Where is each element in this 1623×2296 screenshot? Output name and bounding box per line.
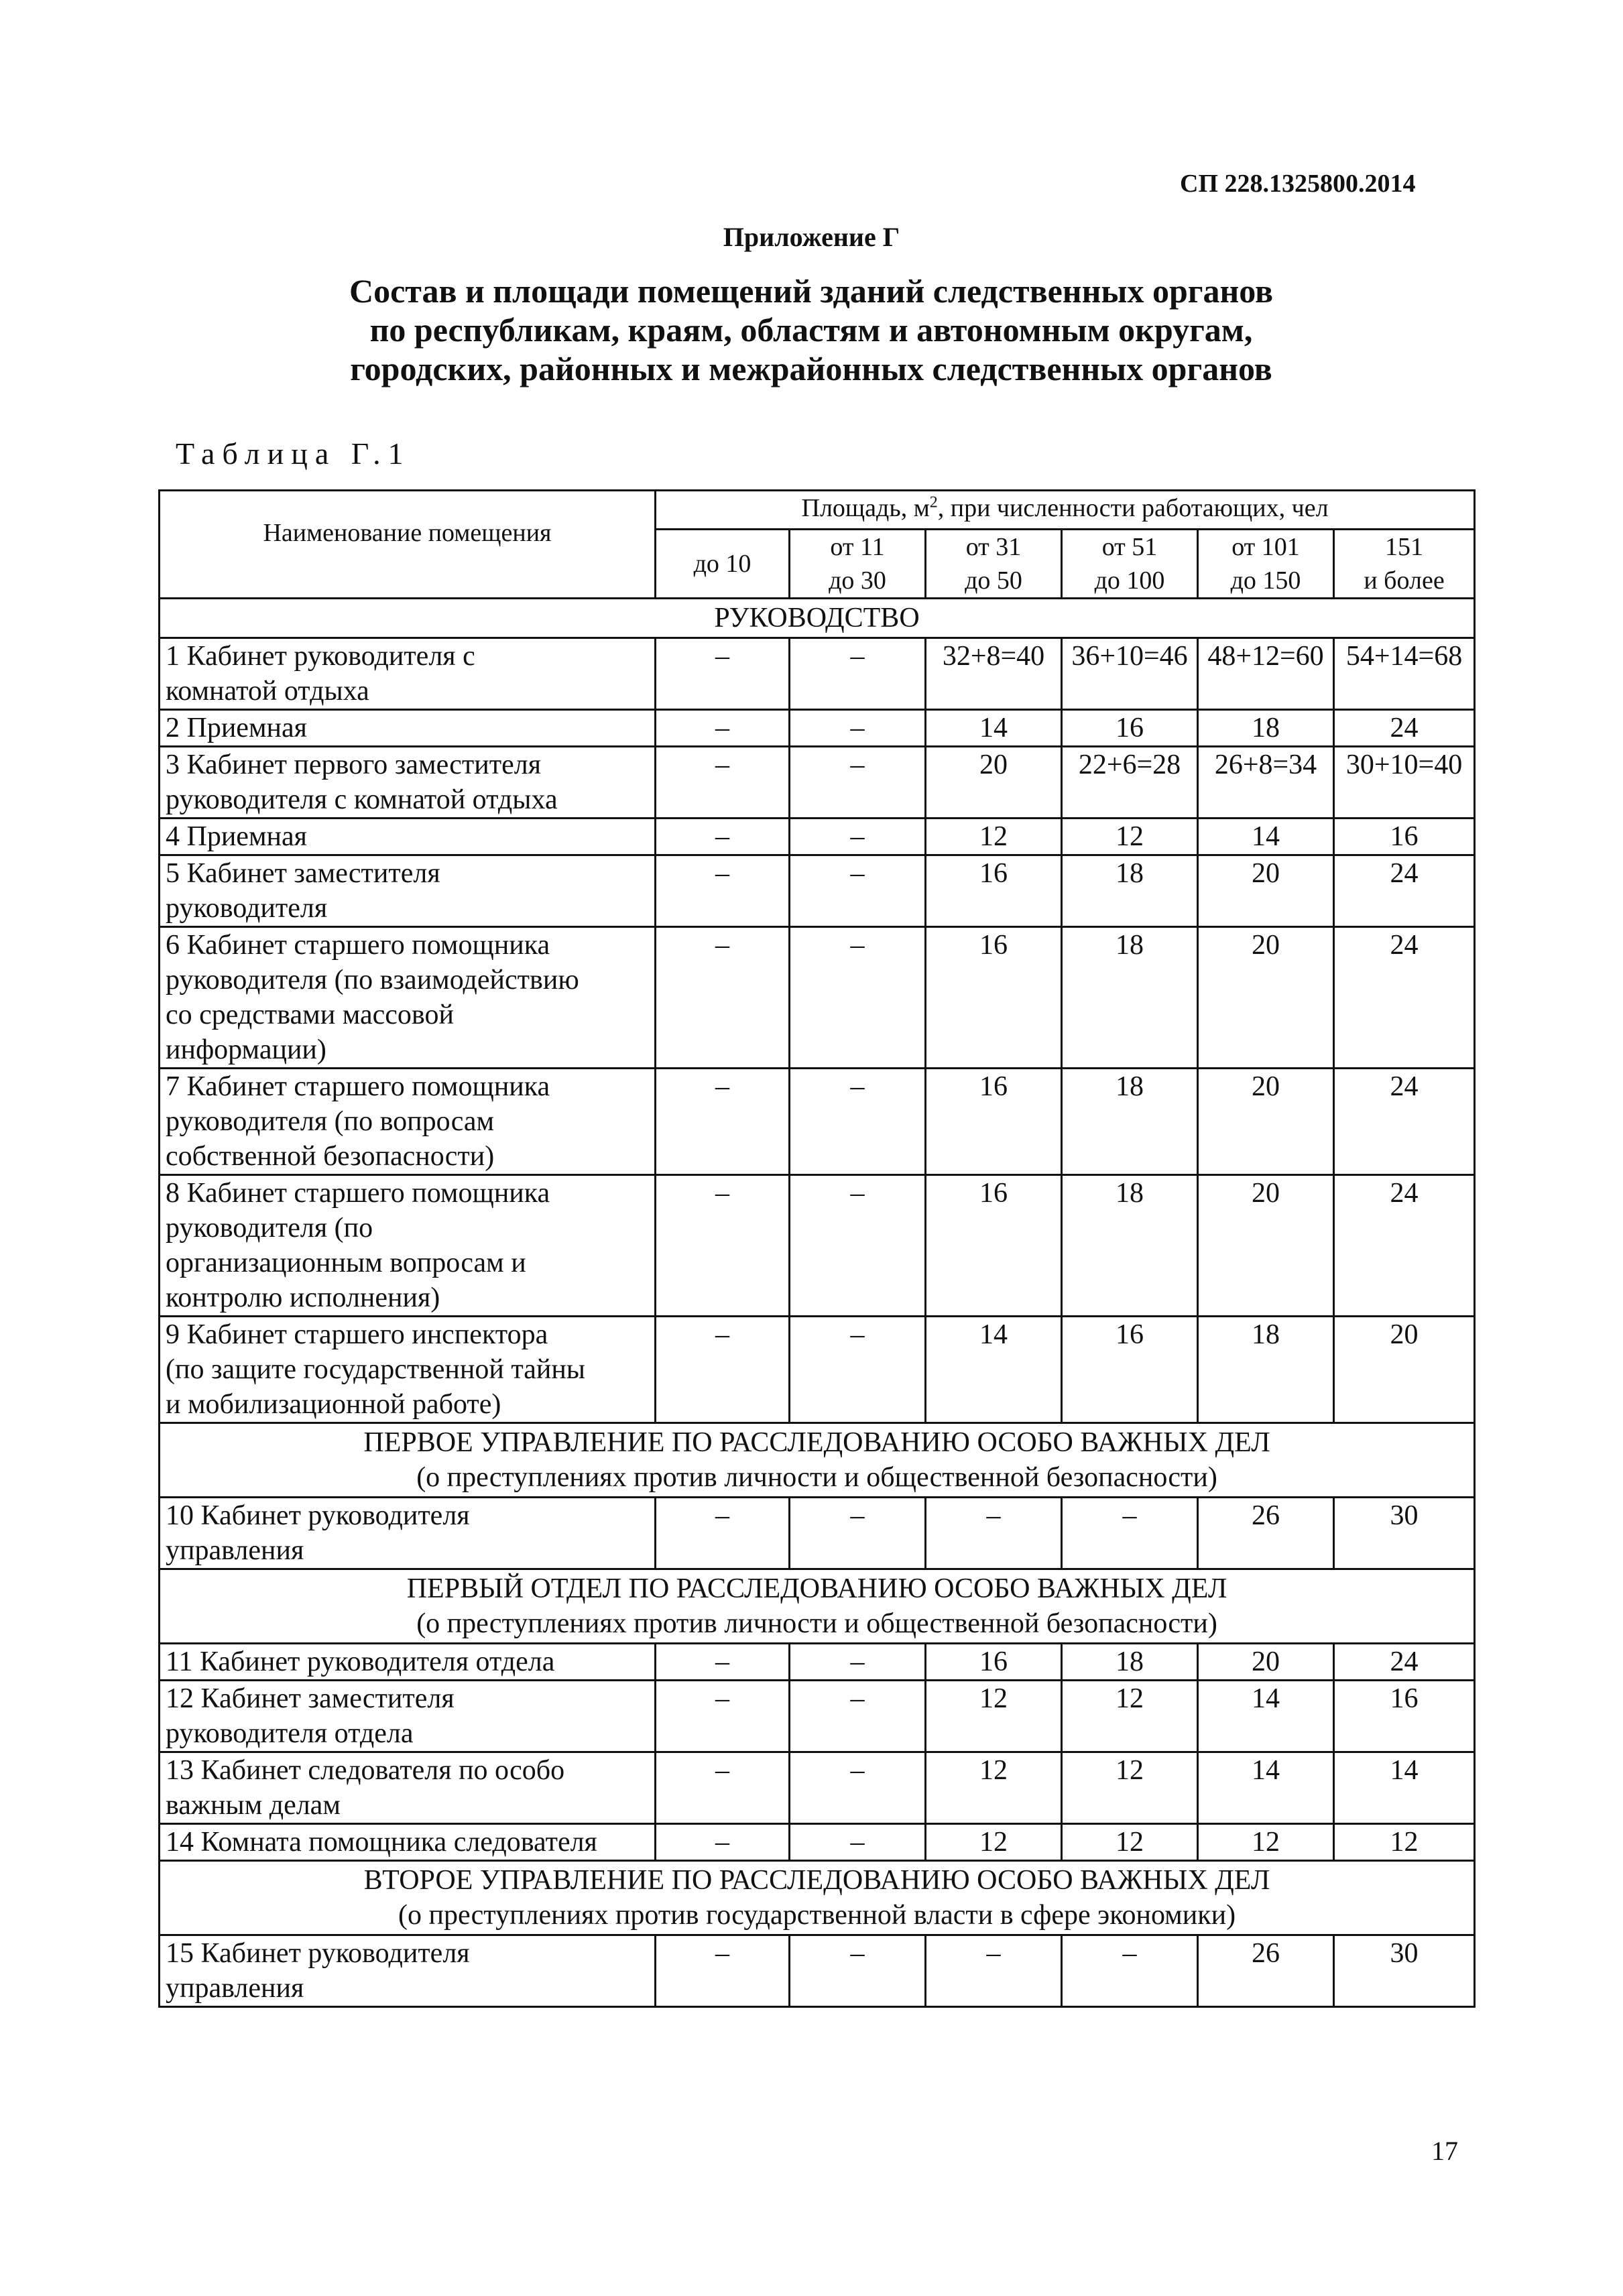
header-col-5: от 101 до 150	[1198, 530, 1334, 599]
room-name-cell	[160, 1935, 656, 2007]
area-value-cell: –	[656, 855, 790, 927]
room-name-cell	[160, 927, 656, 1069]
room-name-line: 11 Кабинет руководителя отдела	[166, 1646, 555, 1677]
area-value-cell: 24	[1334, 1175, 1475, 1317]
area-value-cell: –	[656, 1175, 790, 1317]
table-row	[160, 819, 1475, 855]
table-row	[160, 1752, 1475, 1824]
rooms-area-table	[158, 489, 1476, 2008]
area-value-cell: 16	[926, 1175, 1062, 1317]
room-name-line: 10 Кабинет руководителя	[166, 1500, 470, 1531]
area-value-cell: –	[656, 1935, 790, 2007]
area-value-cell: –	[790, 1498, 926, 1569]
area-value-cell: –	[656, 1752, 790, 1824]
room-name-line: 13 Кабинет следователя по особо	[166, 1755, 565, 1786]
area-value-cell: 30+10=40	[1334, 747, 1475, 819]
area-value-cell: –	[656, 927, 790, 1069]
room-name-cell	[160, 638, 656, 710]
section-heading	[160, 1861, 1475, 1935]
area-value-cell: 14	[926, 1317, 1062, 1423]
room-name-line: 7 Кабинет старшего помощника	[166, 1071, 550, 1102]
room-name-line: 9 Кабинет старшего инспектора	[166, 1319, 548, 1350]
document-number: СП 228.1325800.2014	[1180, 170, 1416, 198]
area-value-cell: 18	[1062, 855, 1198, 927]
area-value-cell: –	[926, 1935, 1062, 2007]
area-value-cell: 12	[926, 1752, 1062, 1824]
area-value-cell: –	[790, 710, 926, 747]
area-value-cell: 12	[1062, 1752, 1198, 1824]
area-value-cell: 54+14=68	[1334, 638, 1475, 710]
area-value-cell: 14	[1334, 1752, 1475, 1824]
area-value-cell: 20	[926, 747, 1062, 819]
area-value-cell: 26	[1198, 1935, 1334, 2007]
area-value-cell: 16	[926, 1069, 1062, 1175]
room-name-cell	[160, 855, 656, 927]
room-name-line: со средствами массовой	[166, 1000, 454, 1030]
room-name-line: организационным вопросам и	[166, 1248, 526, 1278]
area-value-cell: 18	[1062, 927, 1198, 1069]
area-value-cell: 12	[926, 1824, 1062, 1861]
area-value-cell: 48+12=60	[1198, 638, 1334, 710]
area-value-cell: 24	[1334, 855, 1475, 927]
table-row	[160, 1069, 1475, 1175]
section-heading-line: (о преступлениях против личности и общественной безопасности)	[416, 1608, 1217, 1639]
room-name-line: 15 Кабинет руководителя	[166, 1938, 470, 1969]
table-row	[160, 1175, 1475, 1317]
area-value-cell: –	[790, 1935, 926, 2007]
section-heading-line: РУКОВОДСТВО	[714, 603, 920, 633]
area-value-cell: 24	[1334, 1069, 1475, 1175]
area-value-cell: 26	[1198, 1498, 1334, 1569]
section-heading	[160, 1423, 1475, 1498]
room-name-cell	[160, 747, 656, 819]
area-value-cell: 24	[1334, 927, 1475, 1069]
section-row	[160, 1861, 1475, 1935]
area-value-cell: 24	[1334, 1644, 1475, 1681]
area-value-cell: 12	[1062, 819, 1198, 855]
header-area: Площадь, $м^2$, при численности работающих, чел	[656, 491, 1475, 530]
room-name-line: руководителя с комнатой отдыха	[166, 784, 558, 815]
table-row	[160, 1317, 1475, 1423]
section-heading	[160, 1569, 1475, 1644]
section-heading-line: ПЕРВЫЙ ОТДЕЛ ПО РАССЛЕДОВАНИЮ ОСОБО ВАЖНЫХ ДЕЛ	[406, 1573, 1227, 1604]
room-name-line: 3 Кабинет первого заместителя	[166, 749, 542, 780]
room-name-line: собственной безопасности)	[166, 1141, 495, 1172]
area-value-cell: 16	[926, 1644, 1062, 1681]
room-name-line: и мобилизационной работе)	[166, 1389, 501, 1420]
table-label: Таблица Г.1	[176, 436, 411, 471]
area-value-cell: –	[790, 1317, 926, 1423]
table-row	[160, 1824, 1475, 1861]
area-value-cell: 18	[1062, 1644, 1198, 1681]
appendix-heading: Приложение Г	[723, 222, 900, 252]
header-col-2: от 11 до 30	[790, 530, 926, 599]
area-value-cell: 22+6=28	[1062, 747, 1198, 819]
area-value-cell: 12	[926, 819, 1062, 855]
header-room-name: Наименование помещения	[160, 491, 656, 599]
area-value-cell: –	[790, 1824, 926, 1861]
section-heading-line: ПЕРВОЕ УПРАВЛЕНИЕ ПО РАССЛЕДОВАНИЮ ОСОБО ВАЖНЫХ ДЕЛ	[363, 1427, 1270, 1458]
room-name-line: 8 Кабинет старшего помощника	[166, 1178, 550, 1209]
room-name-line: руководителя	[166, 893, 328, 924]
area-value-cell: 30	[1334, 1935, 1475, 2007]
area-value-cell: 30	[1334, 1498, 1475, 1569]
area-value-cell: –	[656, 1644, 790, 1681]
area-value-cell: –	[926, 1498, 1062, 1569]
area-value-cell: 12	[926, 1681, 1062, 1752]
room-name-line: важным делам	[166, 1790, 341, 1821]
area-value-cell: 26+8=34	[1198, 747, 1334, 819]
area-value-cell: 16	[1334, 1681, 1475, 1752]
table-row	[160, 1681, 1475, 1752]
area-value-cell: 20	[1334, 1317, 1475, 1423]
area-value-cell: 20	[1198, 1069, 1334, 1175]
room-name-cell	[160, 1681, 656, 1752]
area-value-cell: –	[790, 1069, 926, 1175]
area-value-cell: –	[1062, 1498, 1198, 1569]
area-value-cell: 18	[1198, 710, 1334, 747]
area-value-cell: 16	[926, 855, 1062, 927]
room-name-line: комнатой отдыха	[166, 676, 369, 707]
section-heading-line: (о преступлениях против личности и общественной безопасности)	[416, 1462, 1217, 1493]
area-value-cell: 18	[1062, 1069, 1198, 1175]
room-name-line: 4 Приемная	[166, 821, 307, 852]
area-value-cell: 16	[1062, 710, 1198, 747]
area-value-cell: 14	[1198, 819, 1334, 855]
room-name-cell	[160, 1644, 656, 1681]
table-row	[160, 1498, 1475, 1569]
area-value-cell: 24	[1334, 710, 1475, 747]
room-name-line: руководителя (по	[166, 1213, 373, 1244]
area-value-cell: –	[656, 1317, 790, 1423]
room-name-line: 2 Приемная	[166, 713, 307, 743]
room-name-line: 14 Комната помощника следователя	[166, 1827, 597, 1858]
room-name-line: информации)	[166, 1034, 326, 1065]
table-row	[160, 1935, 1475, 2007]
room-name-line: руководителя (по взаимодействию	[166, 965, 579, 995]
area-value-cell: 16	[1334, 819, 1475, 855]
room-name-line: 1 Кабинет руководителя с	[166, 641, 475, 672]
area-value-cell: –	[656, 1069, 790, 1175]
room-name-line: 12 Кабинет заместителя	[166, 1683, 455, 1714]
table-row	[160, 855, 1475, 927]
room-name-line: управления	[166, 1973, 304, 2004]
area-value-cell: –	[1062, 1935, 1198, 2007]
area-value-cell: 12	[1334, 1824, 1475, 1861]
room-name-cell	[160, 710, 656, 747]
table-row	[160, 710, 1475, 747]
header-col-3: от 31 до 50	[926, 530, 1062, 599]
area-value-cell: –	[790, 927, 926, 1069]
title-line: по республикам, краям, областям и автономным округам,	[369, 311, 1253, 349]
area-value-cell: –	[790, 638, 926, 710]
area-value-cell: 16	[1062, 1317, 1198, 1423]
document-title	[201, 271, 1421, 388]
room-name-cell	[160, 1752, 656, 1824]
room-name-line: управления	[166, 1535, 304, 1566]
area-value-cell: 12	[1062, 1824, 1198, 1861]
area-value-cell: 20	[1198, 1644, 1334, 1681]
section-row	[160, 599, 1475, 638]
area-value-cell: –	[790, 819, 926, 855]
title-line: Состав и площади помещений зданий следственных органов	[349, 272, 1274, 310]
area-value-cell: 16	[926, 927, 1062, 1069]
area-value-cell: –	[656, 1824, 790, 1861]
room-name-line: (по защите государственной тайны	[166, 1354, 586, 1385]
area-value-cell: –	[656, 1681, 790, 1752]
area-value-cell: 20	[1198, 855, 1334, 927]
table-row	[160, 747, 1475, 819]
area-value-cell: 14	[1198, 1752, 1334, 1824]
area-value-cell: 20	[1198, 1175, 1334, 1317]
area-value-cell: –	[656, 638, 790, 710]
section-row	[160, 1569, 1475, 1644]
title-line: городских, районных и межрайонных следственных органов	[350, 350, 1272, 387]
area-value-cell: –	[790, 855, 926, 927]
table-row	[160, 638, 1475, 710]
area-value-cell: 18	[1198, 1317, 1334, 1423]
table-row	[160, 927, 1475, 1069]
room-name-cell	[160, 819, 656, 855]
section-row	[160, 1423, 1475, 1498]
area-value-cell: –	[656, 819, 790, 855]
area-value-cell: –	[790, 1175, 926, 1317]
area-value-cell: –	[790, 1752, 926, 1824]
area-value-cell: –	[790, 747, 926, 819]
section-heading-line: ВТОРОЕ УПРАВЛЕНИЕ ПО РАССЛЕДОВАНИЮ ОСОБО ВАЖНЫХ ДЕЛ	[363, 1865, 1270, 1896]
area-value-cell: –	[656, 747, 790, 819]
area-value-cell: 20	[1198, 927, 1334, 1069]
room-name-line: 6 Кабинет старшего помощника	[166, 930, 550, 961]
header-col-6: 151 и более	[1334, 530, 1475, 599]
room-name-cell	[160, 1069, 656, 1175]
area-value-cell: 36+10=46	[1062, 638, 1198, 710]
section-heading	[160, 599, 1475, 638]
area-value-cell: 12	[1198, 1824, 1334, 1861]
room-name-cell	[160, 1317, 656, 1423]
area-value-cell: 18	[1062, 1175, 1198, 1317]
area-value-cell: 14	[926, 710, 1062, 747]
room-name-line: 5 Кабинет заместителя	[166, 858, 440, 889]
area-value-cell: –	[790, 1644, 926, 1681]
page-number: 17	[1431, 2136, 1458, 2166]
room-name-line: руководителя (по вопросам	[166, 1106, 495, 1137]
area-value-cell: –	[656, 710, 790, 747]
header-col-1: до 10	[656, 530, 790, 599]
area-value-cell: –	[656, 1498, 790, 1569]
area-value-cell: 32+8=40	[926, 638, 1062, 710]
table-row	[160, 1644, 1475, 1681]
area-value-cell: 14	[1198, 1681, 1334, 1752]
room-name-cell	[160, 1824, 656, 1861]
area-value-cell: –	[790, 1681, 926, 1752]
header-col-4: от 51 до 100	[1062, 530, 1198, 599]
room-name-cell	[160, 1498, 656, 1569]
area-value-cell: 12	[1062, 1681, 1198, 1752]
section-heading-line: (о преступлениях против государственной власти в сфере экономики)	[398, 1900, 1236, 1931]
table-body	[160, 599, 1475, 2007]
room-name-cell	[160, 1175, 656, 1317]
room-name-line: руководителя отдела	[166, 1718, 414, 1749]
room-name-line: контролю исполнения)	[166, 1282, 440, 1313]
